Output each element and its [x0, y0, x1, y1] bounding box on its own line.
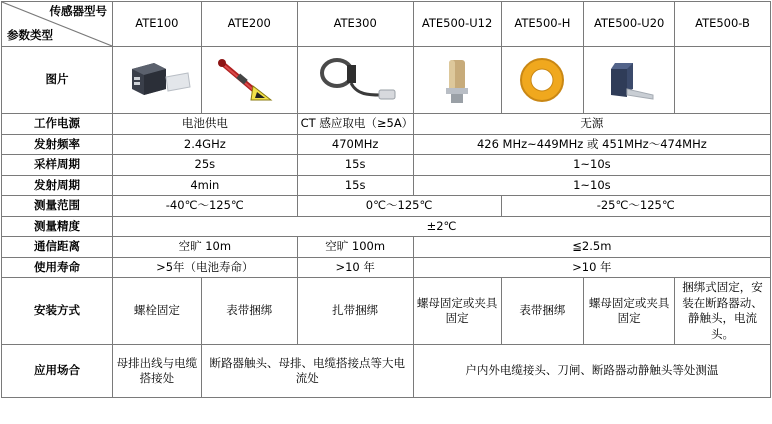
table-row-transmit [2, 175, 771, 196]
model-header-ate500-u20: ATE500-U20 [584, 2, 675, 47]
value-installation-ate500-u12: 螺母固定或夹具固定 [413, 278, 501, 345]
value-application-group3: 户内外电缆接头、刀闸、断路器动静触头等处测温 [413, 345, 770, 398]
header-model-label: 传感器型号 [49, 4, 107, 18]
value-distance-group1: 空旷 10m [113, 237, 298, 258]
table-row-installation [2, 278, 771, 345]
table-row-application [2, 345, 771, 398]
row-label-power: 工作电源 [2, 114, 113, 135]
value-range-group3: -25℃～125℃ [501, 196, 771, 217]
value-installation-ate300: 扎带捆绑 [297, 278, 413, 345]
value-installation-ate200: 表带捆绑 [201, 278, 297, 345]
sensor-ct-clamp-icon [301, 51, 410, 109]
sensor-box-icon [116, 51, 198, 109]
sensor-blank-icon [678, 51, 767, 109]
product-image-ate500-h [501, 47, 584, 114]
product-image-ate500-b [675, 47, 771, 114]
corner-split-header [2, 2, 113, 47]
value-installation-ate100: 螺栓固定 [113, 278, 202, 345]
model-header-ate200: ATE200 [201, 2, 297, 47]
value-accuracy-all: ±2℃ [113, 216, 771, 237]
row-label-installation: 安装方式 [2, 278, 113, 345]
row-label-application: 应用场合 [2, 345, 113, 398]
product-image-ate500-u20 [584, 47, 675, 114]
value-sampling-group1: 25s [113, 155, 298, 176]
model-header-ate100: ATE100 [113, 2, 202, 47]
row-label-sampling: 采样周期 [2, 155, 113, 176]
row-label-accuracy: 测量精度 [2, 216, 113, 237]
row-label-distance: 通信距离 [2, 237, 113, 258]
model-header-ate500-u12: ATE500-U12 [413, 2, 501, 47]
value-range-group1: -40℃～125℃ [113, 196, 298, 217]
model-header-ate300: ATE300 [297, 2, 413, 47]
table-row-sampling [2, 155, 771, 176]
table-row-distance [2, 237, 771, 258]
row-label-image: 图片 [2, 47, 113, 114]
value-installation-ate500-u20: 螺母固定或夹具固定 [584, 278, 675, 345]
value-frequency-group3: 426 MHz~449MHz 或 451MHz～474MHz [413, 134, 770, 155]
sensor-wedge-icon [587, 51, 671, 109]
sensor-spec-table [1, 1, 771, 398]
row-label-lifetime: 使用寿命 [2, 257, 113, 278]
sensor-ring-icon [505, 51, 581, 109]
table-row-frequency [2, 134, 771, 155]
row-label-frequency: 发射频率 [2, 134, 113, 155]
product-image-ate500-u12 [413, 47, 501, 114]
value-application-group1: 母排出线与电缆搭接处 [113, 345, 202, 398]
value-lifetime-group1: >5年（电池寿命） [113, 257, 298, 278]
value-frequency-group2: 470MHz [297, 134, 413, 155]
table-header-row [2, 2, 771, 47]
value-power-group2: CT 感应取电（≥5A） [297, 114, 413, 135]
model-header-ate500-b: ATE500-B [675, 2, 771, 47]
table-row-range [2, 196, 771, 217]
sensor-cylinder-icon [417, 51, 498, 109]
value-distance-group3: ≦2.5m [413, 237, 770, 258]
value-lifetime-group2: >10 年 [297, 257, 413, 278]
value-transmit-group3: 1~10s [413, 175, 770, 196]
product-image-ate100 [113, 47, 202, 114]
value-transmit-group2: 15s [297, 175, 413, 196]
table-row-image [2, 47, 771, 114]
table-row-accuracy [2, 216, 771, 237]
product-image-ate200 [201, 47, 297, 114]
value-power-group3: 无源 [413, 114, 770, 135]
value-application-group2: 断路器触头、母排、电缆搭接点等大电流处 [201, 345, 413, 398]
spec-table-body [2, 2, 771, 398]
value-transmit-group1: 4min [113, 175, 298, 196]
header-param-label: 参数类型 [7, 28, 53, 43]
table-row-lifetime [2, 257, 771, 278]
value-lifetime-group3: >10 年 [413, 257, 770, 278]
product-image-ate300 [297, 47, 413, 114]
value-power-group1: 电池供电 [113, 114, 298, 135]
value-installation-ate500-b: 捆绑式固定，安装在断路器动、静触头，电流头。 [675, 278, 771, 345]
row-label-transmit: 发射周期 [2, 175, 113, 196]
value-installation-ate500-h: 表带捆绑 [501, 278, 584, 345]
table-row-power [2, 114, 771, 135]
value-sampling-group2: 15s [297, 155, 413, 176]
model-header-ate500-h: ATE500-H [501, 2, 584, 47]
value-frequency-group1: 2.4GHz [113, 134, 298, 155]
value-distance-group2: 空旷 100m [297, 237, 413, 258]
row-label-range: 测量范围 [2, 196, 113, 217]
sensor-probe-icon [205, 51, 294, 109]
value-sampling-group3: 1~10s [413, 155, 770, 176]
value-range-group2: 0℃～125℃ [297, 196, 501, 217]
